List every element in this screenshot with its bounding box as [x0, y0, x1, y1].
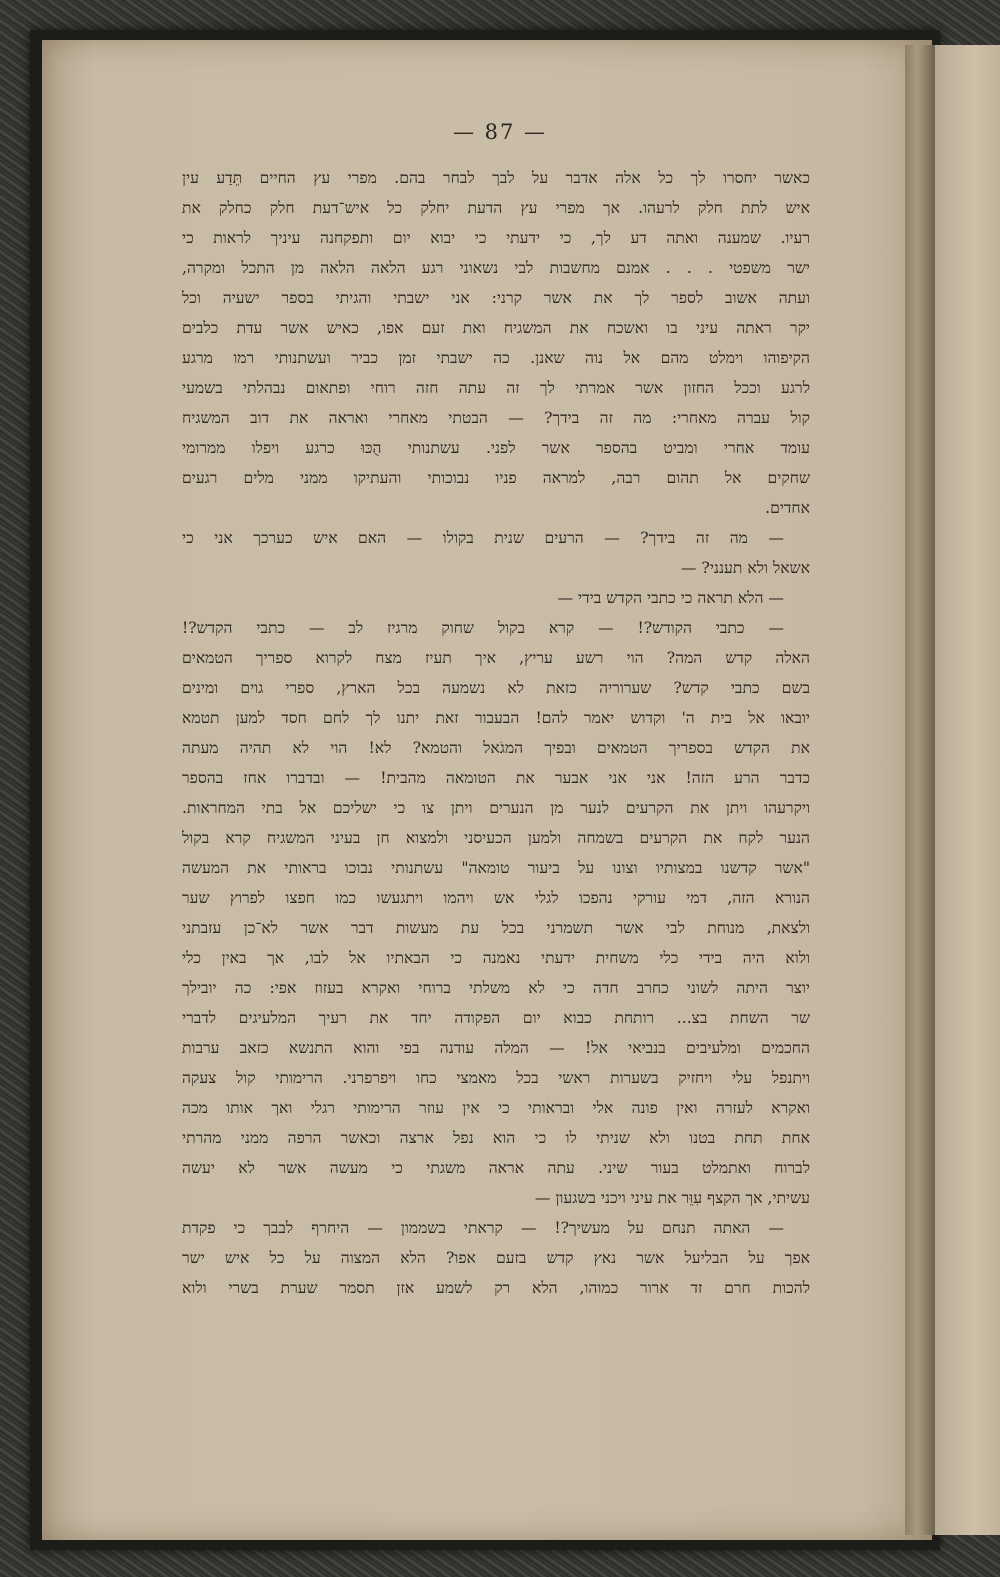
text-line: לברוח ואתמלט בעור שיני. עתה אראה משגתי כי מעשה אשר לא יעשה — [182, 1159, 810, 1177]
text-line: ישר משפטי . . . אמנם מחשבות לבי נשאוני רגע הלאה הלאה מן התכל ומקרה, — [182, 259, 810, 277]
text-line: רעיו. שמענה ואתה דע לך, כי ידעתי כי יבוא יום ותפקחנה עיניך לראות כי — [182, 229, 810, 247]
text-line: אחדים. — [765, 499, 810, 517]
text-line: כדבר הרע הזה! אני אני אבער את הטומאה מהבית! — ובדברו אחז בהספר — [182, 769, 810, 787]
text-line: אשאל ולא תענני? — — [680, 559, 810, 577]
text-line: ולצאת, מנוחת לבי אשר תשמרני בכל עת מעשות דבר אשר לא־כן עזבתני — [182, 919, 810, 937]
facing-page-edge — [935, 45, 1000, 1535]
text-line: קול עברה מאחרי: מה זה בידך? — הבטתי מאחרי ואראה את דוב המשגיח — [182, 409, 810, 427]
text-line: ויתנפל עלי ויחזיק בשערות ראשי בכל מאמצי כחו ויפרפרני. הרימותי קול צעקה — [182, 1069, 810, 1087]
text-line: כאשר יחסרו לך כל אלה אדבר על לבך לבחר בהם. מפרי עץ החיים תֵּדַע עין — [182, 169, 810, 187]
text-line: את הקדש בספריך הטמאים ובפיך המגֹאל והטמא? לא! הוי לא תהיה מעתה — [182, 739, 810, 757]
text-line: יקר ראתה עיני בו ואשכח את המשגיח ואת זעם אפו, כאיש אשר עדת כלבים — [182, 319, 810, 337]
text-line: האלה קדש המה? הוי רשע עריץ, איך תעיז מצח לקרוא ספריך הטמאים — [182, 649, 810, 667]
text-line: — מה זה בידך? — הרעים שנית בקולו — האם איש כערכך אני כי — [182, 529, 784, 547]
text-line: אחת תחת בטנו ולא שניתי לו כי הוא נפל ארצה וכאשר הרפה ממני מהרתי — [182, 1129, 810, 1147]
text-line: — כתבי הקודש?! — קרא בקול שחוק מרגיז לב — כתבי הקדש?! — [182, 619, 784, 637]
text-line: הקיפוהו וימלט מהם אל נוה שאנן. כה ישבתי זמן כביר ועשתנותי רמו מרגע — [182, 349, 810, 367]
text-line: ולוא היה בידי כלי משחית ידעתי נאמנה כי הבאתיו אל לבו, אך באין כלי — [182, 949, 810, 967]
text-line: יוצר היתה לשוני כחרב חדה כי לא משלתי ברוחי ואקרא בעזוז אפי: כה יובילך — [182, 979, 810, 997]
text-line: הנער לקח את הקרעים בשמחה ולמען הכעיסני ולמצוא חן בעיני המשגיח קרא בקול — [182, 829, 810, 847]
text-line: עומד אחרי ומביט בהספר אשר לפני. עשתנותי הֻכּוּ כרגע ויפלו ממרומי — [182, 439, 810, 457]
text-line: שר השחת בצ... רותחת כבוא יום הפקודה יחד את רעיך המלעיגים לדברי — [182, 1009, 810, 1027]
text-line: אפך על הבליעל אשר נאץ קדש בזעם אפו? הלא המצוה על כל איש ישר — [182, 1249, 810, 1267]
text-line: ואקרא לעזרה ואין פונה אלי ובראותי כי אין עוזר הרימותי רגלי ואך אותו מכה — [182, 1099, 810, 1117]
page-number: — 87 — — [452, 120, 548, 144]
text-line: יובאו אל בית ה' וקדוש יאמר להם! הבעבור זאת יתנו לך לחם חסד למען תטמא — [182, 709, 810, 727]
text-line: איש לתת חלק לרעהו. אך מפרי עץ הדעת יחלק כל איש־דעת חלק כחלק את — [182, 199, 810, 217]
text-line: "אשר קדשנו במצותיו וצונו על ביעור טומאה" עשתנותי נבוכו בראותי את המעשה — [182, 859, 810, 877]
text-line: — האתה תנחם על מעשיך?! — קראתי בשממון — היחרף לבבך כי פקדת — [182, 1219, 784, 1237]
text-line: לרגע וככל החזון אשר אמרתי לך זה עתה חזה רוחי ופתאום נבהלתי בשמעי — [182, 379, 810, 397]
page-text — [182, 163, 810, 1303]
text-line: שחקים אל תהום רבה, למראה פניו נבוכותי והעתיקו ממני מלים רגעים — [182, 469, 810, 487]
text-line: עשיתי, אך הקצף עִוֵּר את עיני ויכני בשגעון — — [534, 1189, 810, 1207]
text-line: — הלא תראה כי כתבי הקדש בידי — — [557, 589, 784, 607]
text-line: ועתה אשוב לספר לך את אשר קרני: אני ישבתי והגיתי בספר ישעיה וכל — [182, 289, 810, 307]
text-line: החכמים ומלעיבים בנביאי אל! — המלה עודנה בפי והוא התנשא כזאב ערבות — [182, 1039, 810, 1057]
text-line: בשם כתבי קדש? שערוריה כזאת לא נשמעה בכל הארץ, ספרי גוים ומינים — [182, 679, 810, 697]
text-line: להכות חרם זד ארור כמוהו, הלא רק לשמע אזן תסמר שערת בשרי ולוא — [182, 1279, 810, 1297]
page-gutter — [905, 45, 935, 1535]
text-line: ויקרעהו ויתן את הקרעים לנער מן הנערים ויתן צו כי ישליכם אל בתי המחראות. — [182, 799, 810, 817]
text-line: הנורא הזה, דמי עורקי נהפכו לגלי אש ויהמו ויתגעשו כמו חפצו לפרוץ שער — [182, 889, 810, 907]
